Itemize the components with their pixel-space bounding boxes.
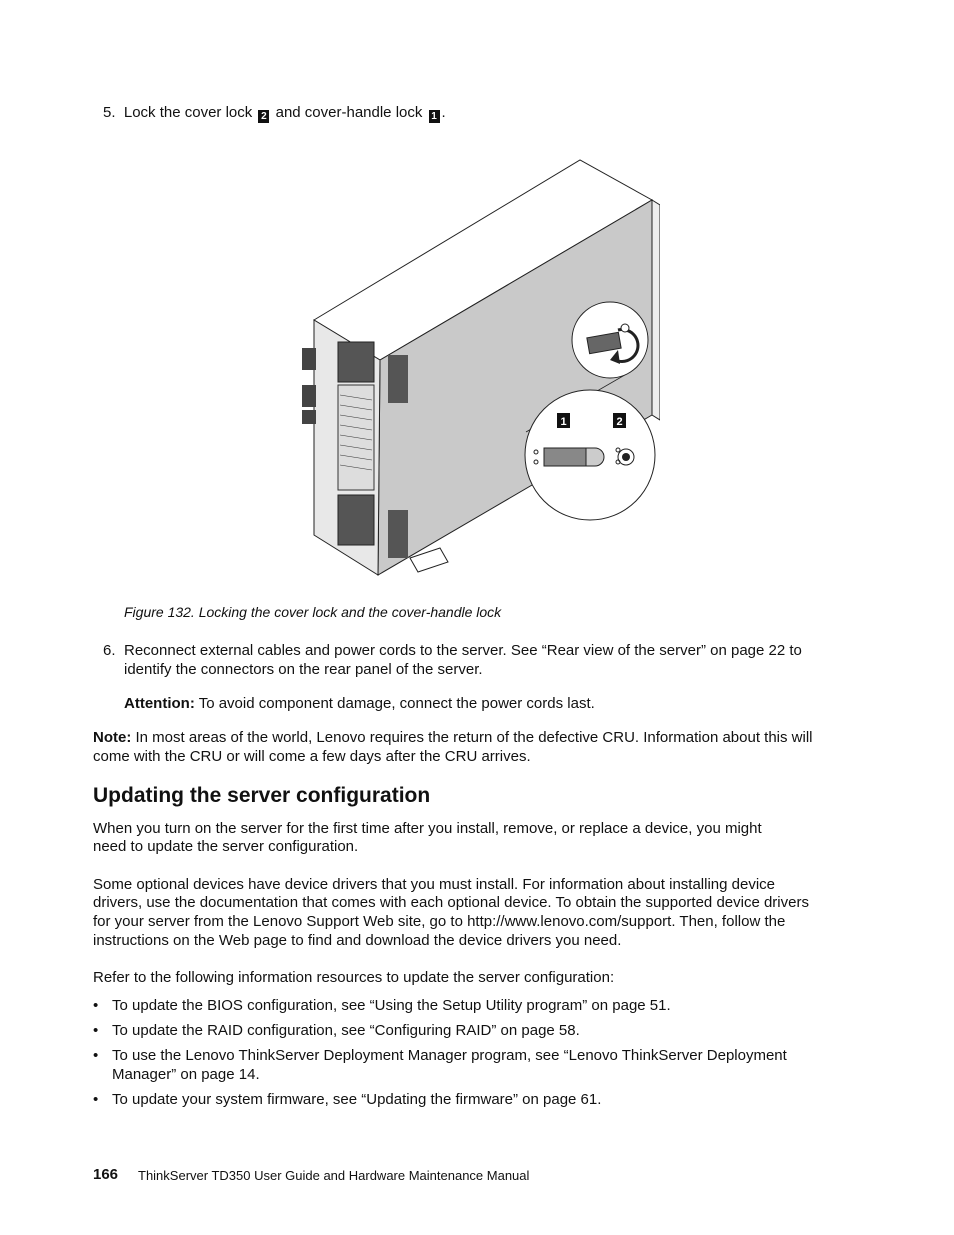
note-line-1 bbox=[93, 728, 813, 747]
footer-page-number: 166 bbox=[93, 1166, 119, 1183]
footer-title: ThinkServer TD350 User Guide and Hardware Maintenance Manual bbox=[138, 1168, 530, 1183]
step-text: and cover-handle lock bbox=[275, 104, 423, 121]
para-2-line-1: Some optional devices have device drivers that you must install. For information about installing device bbox=[93, 876, 776, 893]
figure-callout-2: 2 bbox=[616, 416, 623, 428]
attention-text: To avoid component damage, connect the power cords last. bbox=[194, 695, 595, 712]
server-illustration bbox=[300, 150, 660, 580]
para-1-line-2: need to update the server configuration. bbox=[93, 838, 359, 855]
bullet-item-deployment-line-1: To use the Lenovo ThinkServer Deployment Manager program, see “Lenovo ThinkServer Deployment bbox=[112, 1047, 787, 1064]
step-number: 5. bbox=[103, 104, 116, 121]
bullet-item-firmware: To update your system firmware, see “Updating the firmware” on page 61. bbox=[112, 1091, 602, 1108]
para-2-line-3: for your server from the Lenovo Support Web site, go to http://www.lenovo.com/support. Then, follow the bbox=[93, 913, 786, 930]
server-side-strip bbox=[652, 200, 660, 420]
attention-label: Attention: bbox=[124, 695, 195, 712]
bullet-dot: • bbox=[93, 997, 99, 1014]
bullet-dot: • bbox=[93, 1091, 99, 1108]
attention bbox=[124, 694, 595, 713]
bullet-item-raid: To update the RAID configuration, see “Configuring RAID” on page 58. bbox=[112, 1022, 580, 1039]
note-text: In most areas of the world, Lenovo requires the return of the defective CRU. Information about this will bbox=[131, 729, 813, 746]
note-label: Note: bbox=[93, 729, 132, 746]
para-2-line-4: instructions on the Web page to find and download the device drivers you need. bbox=[93, 932, 622, 949]
para-3: Refer to the following information resources to update the server configuration: bbox=[93, 969, 615, 986]
para-2-line-2: drivers, use the documentation that comes with each optional device. To obtain the supported device drivers bbox=[93, 894, 809, 911]
bullet-dot: • bbox=[93, 1022, 99, 1039]
step-5: 5. Lock the cover lock 2 and cover-handle lock 1 . bbox=[103, 104, 446, 122]
callout-2-icon: 2 bbox=[258, 110, 269, 123]
note-line-2: come with the CRU or will come a few days after the CRU arrives. bbox=[93, 748, 531, 765]
bullet-dot: • bbox=[93, 1047, 99, 1064]
para-1-line-1: When you turn on the server for the first time after you install, remove, or replace a device, you might bbox=[93, 820, 762, 837]
step-text: Lock the cover lock bbox=[123, 104, 253, 121]
step-6-number: 6. bbox=[103, 642, 116, 659]
figure-caption: Figure 132. Locking the cover lock and the cover-handle lock bbox=[124, 604, 502, 620]
step-6-line-2: identify the connectors on the rear panel of the server. bbox=[124, 661, 483, 678]
figure-callout-1: 1 bbox=[560, 416, 567, 428]
callout-1-icon: 1 bbox=[429, 110, 440, 123]
bullet-item-bios: To update the BIOS configuration, see “Using the Setup Utility program” on page 51. bbox=[112, 997, 671, 1014]
section-heading: Updating the server configuration bbox=[93, 784, 431, 807]
step-6-line-1: Reconnect external cables and power cords to the server. See “Rear view of the server” on page 22 to bbox=[124, 642, 802, 659]
bullet-item-deployment-line-2: Manager” on page 14. bbox=[112, 1066, 260, 1083]
